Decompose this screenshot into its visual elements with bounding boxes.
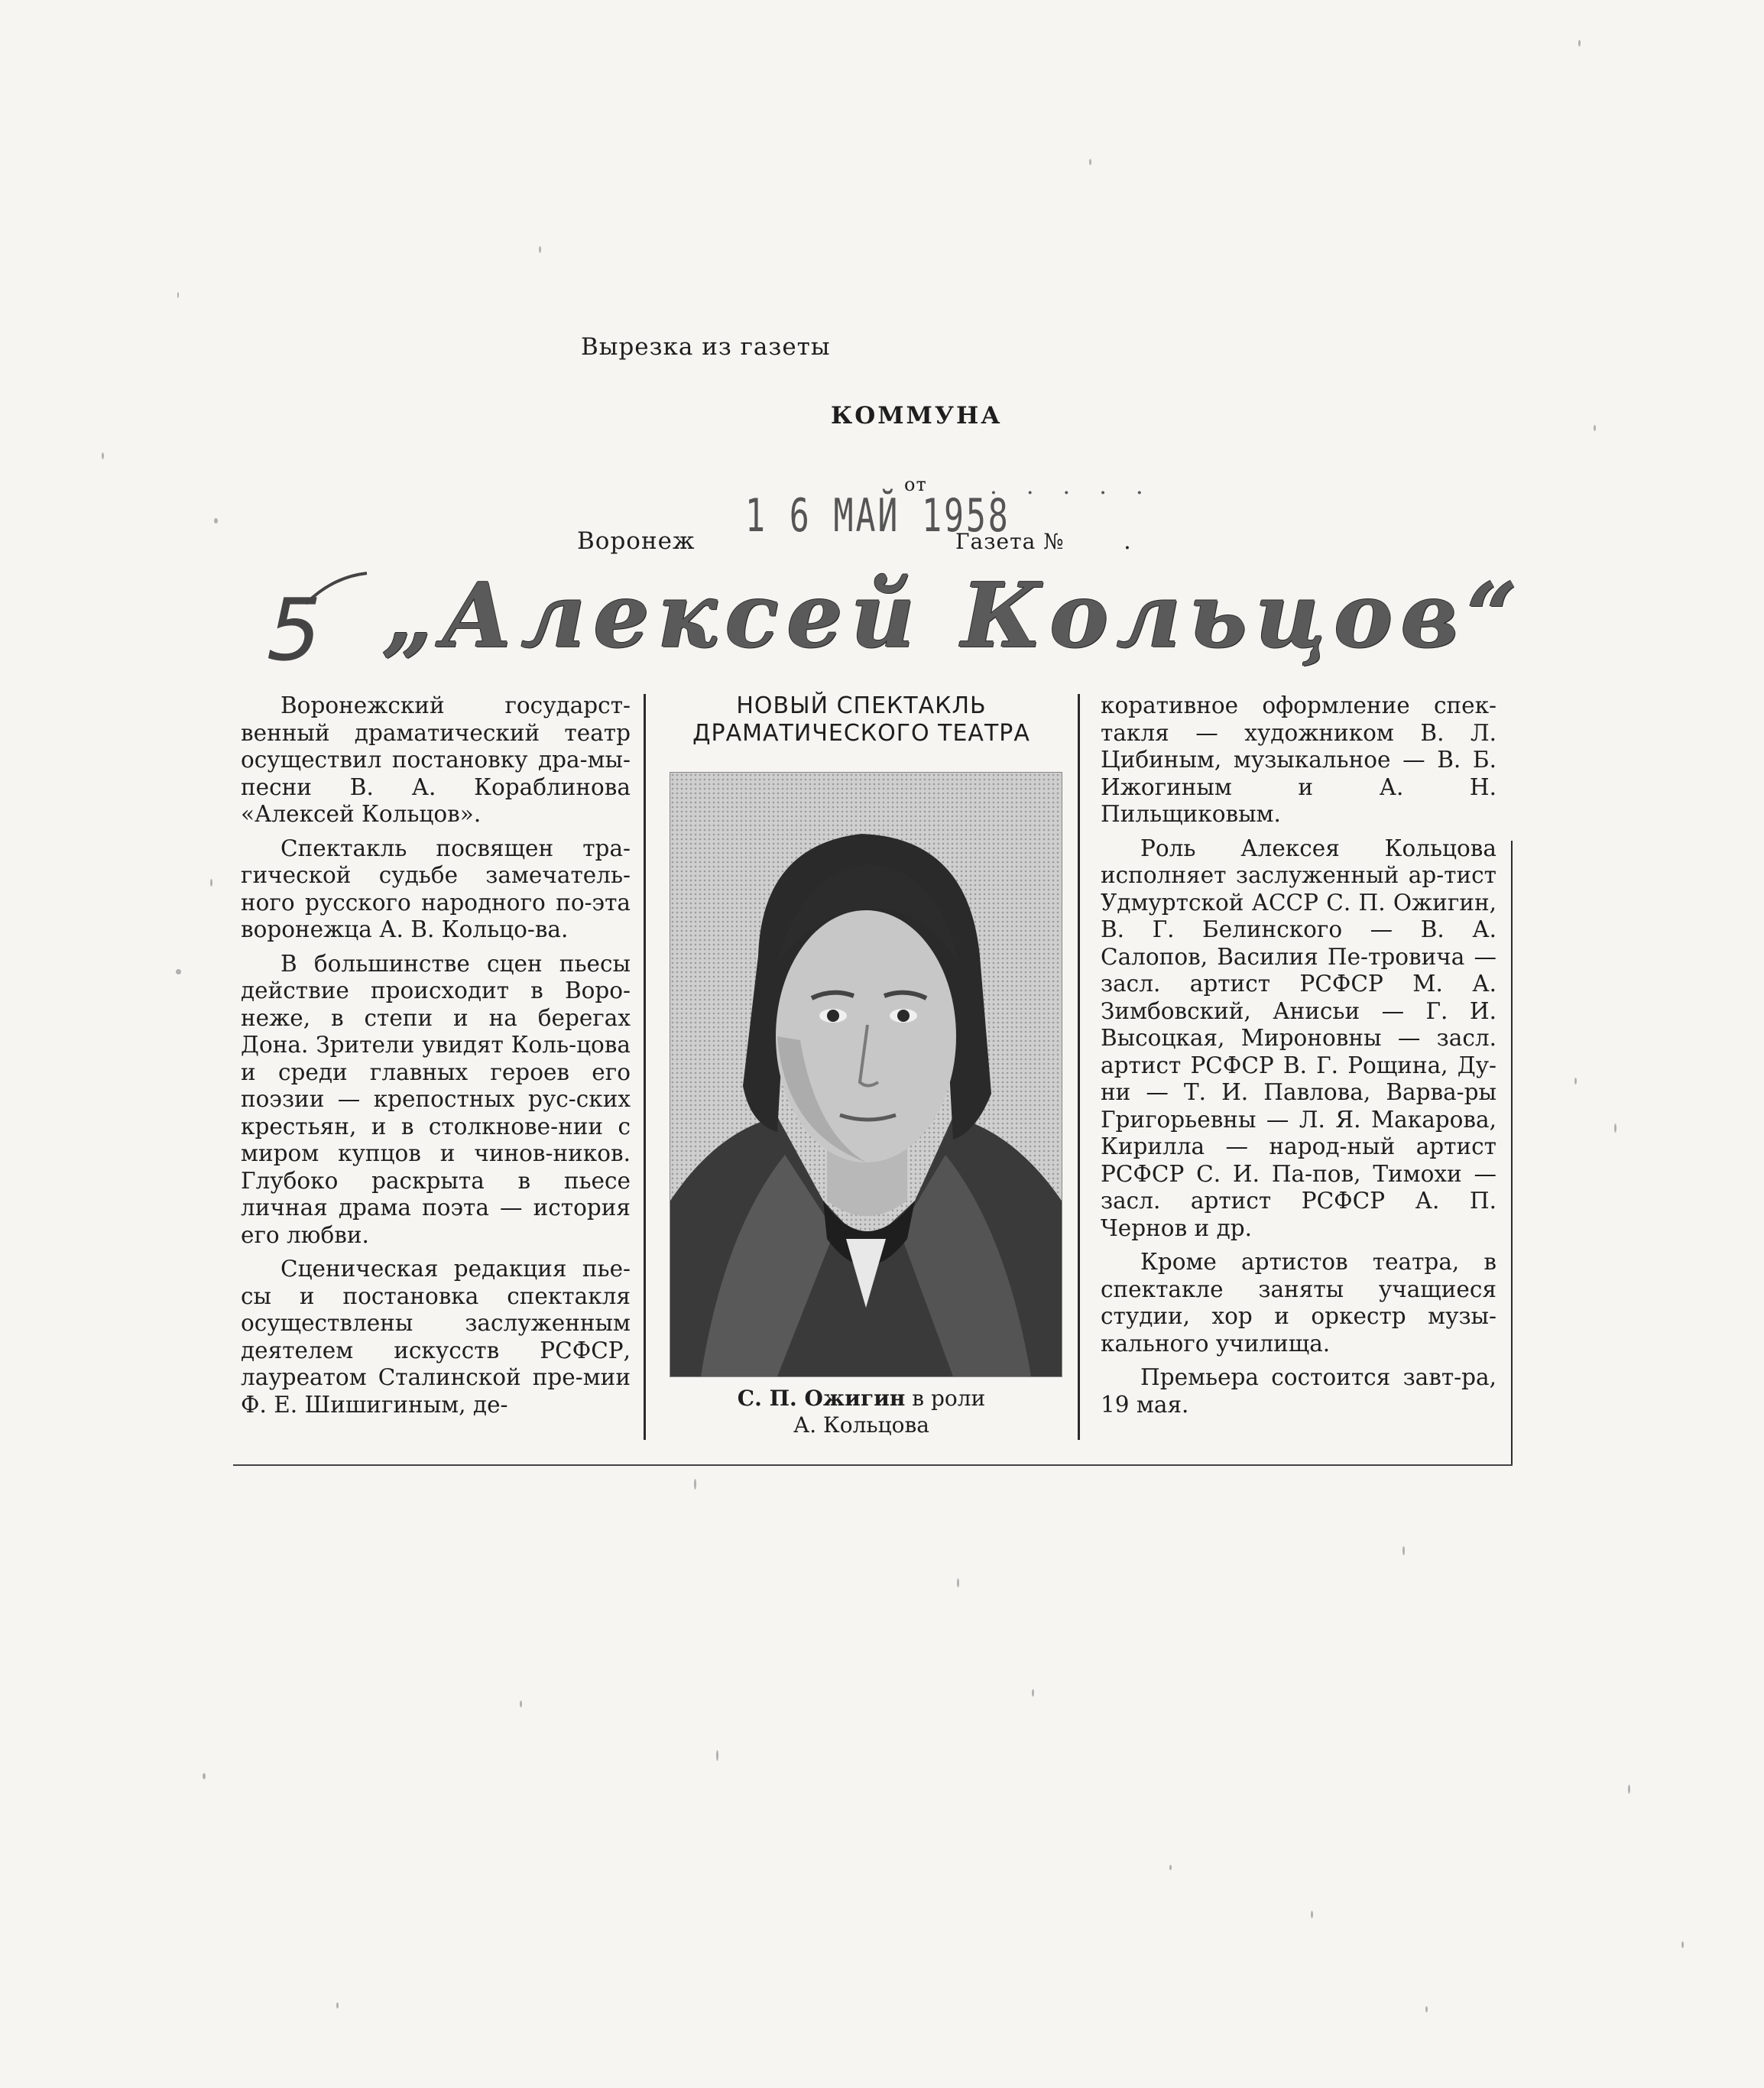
paper-speck	[520, 1701, 522, 1707]
column-1	[241, 692, 631, 1418]
paragraph: Спектакль посвящен тра-гической судьбе замечатель-ного русского народного по-эта воронежца А. В. Кольцо-ва.	[241, 835, 631, 942]
paper-speck	[1032, 1689, 1034, 1697]
margin-stroke	[302, 569, 371, 608]
paragraph: В большинстве сцен пьесы действие происходит в Воро-неже, в степи и на берегах Дона. Зрители увидят Коль-цова и среди главных героев его поэзии — крепостных рус-ских крестьян, и в столкнове-нии с миром купцов и чинов-ников. Глубоко раскрыта в пьесе личная драма поэта — история его любви.	[241, 950, 631, 1248]
caption-role-text: в роли	[912, 1386, 986, 1411]
paper-speck	[1402, 1546, 1405, 1555]
paragraph: Премьера состоится завт-ра, 19 мая.	[1101, 1364, 1496, 1418]
paper-speck	[1578, 40, 1581, 47]
paper-speck	[1594, 425, 1596, 431]
article-subhead	[659, 692, 1064, 747]
paper-speck	[1614, 1123, 1616, 1133]
paper-speck	[694, 1479, 696, 1490]
paragraph: коративное оформление спек-такля — художником В. Л. Цибиным, музыкальное — В. Б. Ижогиным и А. Н. Пильщиковым.	[1101, 692, 1496, 827]
clipping-bottom-edge	[233, 1464, 1513, 1466]
issue-label: Газета №	[955, 529, 1065, 554]
paper-speck	[716, 1750, 718, 1761]
margin-mark: 5	[257, 581, 333, 680]
subhead-line: НОВЫЙ СПЕКТАКЛЬ	[736, 692, 987, 719]
issue-dot: .	[1124, 527, 1132, 555]
clipping-label: Вырезка из газеты	[581, 333, 831, 361]
paragraph: Кроме артистов театра, в спектакле заняты учащиеся студии, хор и оркестр музы-кального училища.	[1101, 1249, 1496, 1357]
paper-speck	[1681, 1941, 1684, 1948]
photo-caption	[659, 1385, 1064, 1438]
paper-speck	[210, 879, 212, 887]
paper-speck	[957, 1578, 959, 1587]
column-rule	[1078, 694, 1080, 1440]
paper-speck	[1574, 1078, 1577, 1085]
paragraph: Сценическая редакция пье-сы и постановка спектакля осуществлены заслуженным деятелем искусств РСФСР, лауреатом Сталинской пре-мии Ф. Е. Шишигиным, де-	[241, 1256, 631, 1418]
paper-speck	[1425, 2006, 1428, 2012]
paper-speck	[336, 2002, 339, 2009]
paper-speck	[1169, 1865, 1172, 1870]
actor-portrait	[670, 773, 1062, 1376]
paragraph: Роль Алексея Кольцова исполняет заслуженный ар-тист Удмуртской АССР С. П. Ожигин, В. Г. Белинского — В. А. Салопов, Василия Пе-тровича — засл. артист РСФСР М. А. Зимбовский, Анисьи — Г. И. Высоцкая, Мироновны — засл. артист РСФСР В. Г. Рощина, Ду-ни — Т. И. Павлова, Варва-ры Григорьевны — Л. Я. Макарова, Кирилла — народ-ный артист РСФСР С. И. Па-пов, Тимохи — засл. артист РСФСР А. П. Чернов и др.	[1101, 835, 1496, 1241]
column-rule	[644, 694, 646, 1440]
dotted-line: . . . . .	[990, 472, 1154, 500]
paper-speck	[1628, 1785, 1630, 1794]
caption-line-2: А. Кольцова	[793, 1412, 929, 1438]
date-stamp: 1 6 МАЙ 1958	[745, 489, 1010, 543]
paper-speck	[176, 969, 181, 974]
column-rule	[1511, 841, 1513, 1466]
article-title: „Алексей Кольцов“	[382, 564, 1526, 668]
paper-speck	[1311, 1911, 1313, 1918]
paragraph: Воронежский государст-венный драматический театр осуществил постановку дра-мы-песни В. А. Кораблинова «Алексей Кольцов».	[241, 692, 631, 827]
paper-speck	[177, 292, 179, 298]
paper-speck	[102, 452, 104, 459]
caption-actor-name: С. П. Ожигин	[737, 1386, 906, 1411]
city-label: Воронеж	[577, 527, 696, 555]
paper-speck	[214, 518, 218, 524]
paper-speck	[1089, 159, 1091, 165]
paper-speck	[203, 1773, 206, 1779]
subhead-line: ДРАМАТИЧЕСКОГО ТЕАТРА	[692, 720, 1030, 747]
caption-line-1	[659, 1385, 1064, 1412]
newspaper-name: КОММУНА	[831, 402, 1003, 430]
column-3	[1101, 692, 1496, 1418]
paper-speck	[539, 246, 541, 253]
date-prefix: от	[904, 474, 927, 495]
actor-photo	[670, 772, 1062, 1377]
